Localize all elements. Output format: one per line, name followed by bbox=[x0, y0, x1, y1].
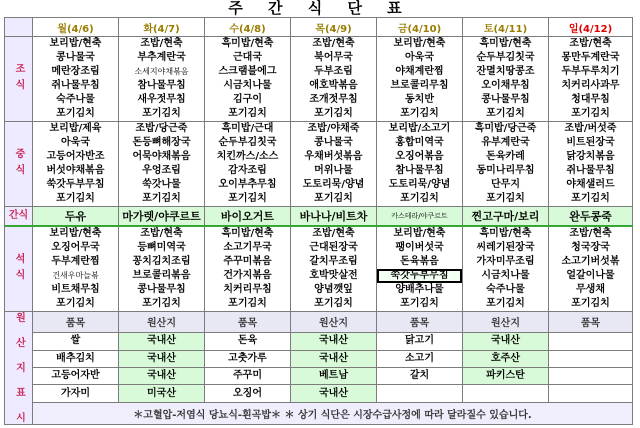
menu-item: 소세지야채볶음 bbox=[134, 67, 189, 76]
menu-item: 양념깻잎 bbox=[314, 283, 353, 295]
menu-item: 오이부추무침 bbox=[218, 179, 277, 190]
menu-item: 건가지볶음 bbox=[223, 269, 272, 281]
origin-item: 돈육 bbox=[205, 333, 291, 350]
origin-country: 국내산 bbox=[119, 367, 205, 384]
menu-item: 흑미밥/당근죽 bbox=[474, 123, 537, 134]
origin-country: 국내산 bbox=[119, 350, 205, 367]
breakfast-day-6 bbox=[549, 37, 633, 122]
menu-item: 조개젓무침 bbox=[309, 94, 358, 105]
breakfast-day-4 bbox=[377, 37, 463, 122]
day-header-5: 토(4/11) bbox=[463, 18, 549, 37]
menu-item: 도토리묵/양념 bbox=[388, 179, 451, 190]
lunch-day-2 bbox=[205, 122, 291, 207]
menu-item: 브로콜리무침 bbox=[390, 80, 449, 91]
menu-item: 숙주나물 bbox=[486, 283, 525, 295]
origin-item bbox=[377, 385, 463, 402]
origin-header-1: 원산지 bbox=[119, 311, 205, 333]
menu-item: 참나물무침 bbox=[137, 80, 186, 91]
menu-item: 포기김치 bbox=[228, 108, 267, 119]
menu-item: 소고기버섯볶 bbox=[561, 255, 620, 267]
day-header-6: 일(4/12) bbox=[549, 18, 633, 37]
origin-country: 국내산 bbox=[291, 350, 377, 367]
menu-item: 시금치나물 bbox=[481, 269, 530, 281]
origin-country: 국내산 bbox=[463, 333, 549, 350]
origin-row bbox=[5, 350, 633, 367]
day-header-0: 월(4/6) bbox=[33, 18, 119, 37]
menu-item: 돈육카레 bbox=[486, 151, 525, 162]
menu-item: 주꾸미볶음 bbox=[223, 255, 272, 267]
origin-item: 배추김치 bbox=[33, 350, 119, 367]
menu-item: 두부두루치기 bbox=[561, 66, 620, 77]
origin-item bbox=[549, 333, 633, 350]
menu-item: 두부계란찜 bbox=[51, 255, 100, 267]
snack-day-1: 마가렛/야쿠르트 bbox=[119, 207, 205, 226]
day-header-1: 화(4/7) bbox=[119, 18, 205, 37]
day-header-3: 목(4/9) bbox=[291, 18, 377, 37]
snack-day-3: 바나나/비트차 bbox=[291, 207, 377, 226]
menu-item: 어묵야채볶음 bbox=[132, 151, 191, 162]
origin-item: 가자미 bbox=[33, 385, 119, 402]
menu-item: 우채버섯볶음 bbox=[304, 151, 363, 162]
lunch-day-3 bbox=[291, 122, 377, 207]
menu-item: 버섯야채볶음 bbox=[46, 165, 105, 176]
menu-item: 참나물무침 bbox=[395, 165, 444, 176]
menu-item: 오징어볶음 bbox=[395, 151, 444, 162]
menu-item: 팽이버섯국 bbox=[395, 241, 444, 253]
menu-item: 새우젓무침 bbox=[137, 94, 186, 105]
menu-item: 브로콜리볶음 bbox=[132, 269, 191, 281]
menu-item: 건새우마늘볶 bbox=[52, 270, 99, 280]
menu-item: 치커리무침 bbox=[223, 283, 272, 295]
menu-item: 포기김치 bbox=[314, 108, 353, 119]
menu-item: 흑미밥/근대 bbox=[221, 123, 274, 134]
menu-item: 비트된장국 bbox=[566, 137, 615, 148]
origin-item: 주꾸미 bbox=[205, 367, 291, 384]
menu-item: 쥐나물무침 bbox=[566, 165, 615, 176]
page-title: 주 간 식 단 표 bbox=[228, 0, 412, 17]
origin-country: 미국산 bbox=[119, 385, 205, 402]
menu-item: 숙주나물 bbox=[56, 94, 95, 105]
menu-item: 포기김치 bbox=[314, 193, 353, 204]
menu-item: 포기김치 bbox=[56, 108, 95, 119]
breakfast-day-3 bbox=[291, 37, 377, 122]
origin-item: 소고기 bbox=[377, 350, 463, 367]
menu-item: 몽만두계란국 bbox=[561, 52, 620, 63]
menu-item: 보리밥/현축 bbox=[49, 38, 102, 49]
origin-row bbox=[5, 333, 633, 350]
menu-item: 보리밥/현축 bbox=[393, 38, 446, 49]
menu-item: 유부계란국 bbox=[481, 137, 530, 148]
menu-item: 포기김치 bbox=[142, 193, 181, 204]
menu-item: 포기김치 bbox=[400, 193, 439, 204]
menu-item: 호박맛살전 bbox=[309, 269, 358, 281]
menu-item: 보리밥/현축 bbox=[49, 227, 102, 239]
origin-item bbox=[549, 367, 633, 384]
snack-day-0: 두유 bbox=[33, 207, 119, 226]
origin-item: 갈치 bbox=[377, 367, 463, 384]
menu-item: 조밥/현축 bbox=[569, 227, 612, 239]
menu-item: 청대무침 bbox=[571, 94, 610, 105]
menu-item: 포기김치 bbox=[486, 193, 525, 204]
header-corner bbox=[5, 18, 33, 37]
menu-item: 비트채무침 bbox=[51, 283, 100, 295]
dinner-day-0 bbox=[33, 226, 119, 312]
menu-item: 고등어자반조 bbox=[46, 151, 105, 162]
origin-country: 호주산 bbox=[463, 350, 549, 367]
menu-item: 도토리묵/양념 bbox=[302, 179, 365, 190]
menu-item: 콩나물무침 bbox=[481, 94, 530, 105]
menu-item: 두부조림 bbox=[314, 66, 353, 77]
origin-header-row bbox=[5, 311, 633, 333]
dinner-label: 석식 bbox=[5, 226, 33, 312]
origin-country: 국내산 bbox=[291, 385, 377, 402]
origin-header-5: 원산지 bbox=[463, 311, 549, 333]
menu-item: 씨레기된장국 bbox=[476, 241, 535, 253]
menu-item: 등뼈미역국 bbox=[137, 241, 186, 253]
menu-item: 보리밥/소고기 bbox=[388, 123, 451, 134]
menu-item: 아욱국 bbox=[405, 52, 434, 63]
origin-country bbox=[463, 385, 549, 402]
menu-item: 야채계란찜 bbox=[395, 66, 444, 77]
day-header-4: 금(4/10) bbox=[377, 18, 463, 37]
menu-item: 콩나물국 bbox=[56, 52, 95, 63]
menu-item: 치킨까스/소스 bbox=[216, 151, 279, 162]
menu-item: 조밥/야채죽 bbox=[307, 123, 360, 134]
origin-header-2: 품목 bbox=[205, 311, 291, 333]
dinner-day-1 bbox=[119, 226, 205, 312]
menu-item: 야채샐러드 bbox=[566, 179, 615, 190]
menu-item: 쑥갓나물 bbox=[142, 179, 181, 190]
menu-item: 조밥/현축 bbox=[569, 38, 612, 49]
origin-row bbox=[5, 367, 633, 384]
menu-item: 청국장국 bbox=[571, 241, 610, 253]
menu-item: 아욱국 bbox=[61, 137, 90, 148]
menu-item: 돈육볶음 bbox=[400, 255, 439, 267]
breakfast-day-1 bbox=[119, 37, 205, 122]
menu-item: 동미나리무침 bbox=[476, 165, 535, 176]
origin-header-4: 품목 bbox=[377, 311, 463, 333]
menu-item: 김구이 bbox=[233, 94, 262, 105]
origin-country: 국내산 bbox=[291, 333, 377, 350]
menu-item: 조밥/당근죽 bbox=[135, 123, 188, 134]
menu-item: 단무지 bbox=[491, 179, 520, 190]
origin-item: 닭고기 bbox=[377, 333, 463, 350]
menu-item: 갈치무조림 bbox=[309, 255, 358, 267]
origin-item bbox=[549, 350, 633, 367]
menu-item: 조밥/버섯죽 bbox=[564, 123, 617, 134]
menu-item: 순두부김칫국 bbox=[476, 52, 535, 63]
origin-country: 국내산 bbox=[119, 333, 205, 350]
menu-item: 포기김치 bbox=[486, 297, 525, 309]
menu-item: 포기김치 bbox=[571, 193, 610, 204]
snack-day-2: 바이오거트 bbox=[205, 207, 291, 226]
menu-item: 애호박볶음 bbox=[309, 80, 358, 91]
menu-item: 조밥/현축 bbox=[312, 227, 355, 239]
origin-country: 베트남 bbox=[291, 367, 377, 384]
menu-item: 근대국 bbox=[233, 52, 262, 63]
menu-item: 무생채 bbox=[576, 283, 605, 295]
menu-item: 얼갈이나물 bbox=[566, 269, 615, 281]
origin-row bbox=[5, 385, 633, 402]
breakfast-row bbox=[5, 37, 633, 122]
breakfast-day-5 bbox=[463, 37, 549, 122]
dinner-day-5 bbox=[463, 226, 549, 312]
day-header-2: 수(4/8) bbox=[205, 18, 291, 37]
lunch-day-4 bbox=[377, 122, 463, 207]
menu-item: 포기김치 bbox=[400, 297, 439, 309]
snack-day-6: 완두콩죽 bbox=[549, 207, 633, 226]
menu-item: 포기김치 bbox=[228, 297, 267, 309]
lunch-day-0 bbox=[33, 122, 119, 207]
menu-item: 잔멸치땅콩조 bbox=[476, 66, 535, 77]
menu-item: 포기김치 bbox=[228, 193, 267, 204]
menu-item: 북어무국 bbox=[314, 52, 353, 63]
dinner-day-2 bbox=[205, 226, 291, 312]
menu-item: 동치반 bbox=[405, 94, 434, 105]
origin-item: 오징어 bbox=[205, 385, 291, 402]
dinner-day-3 bbox=[291, 226, 377, 312]
menu-item: 쑥갓두부무침 bbox=[46, 179, 105, 190]
dinner-day-4 bbox=[377, 226, 463, 312]
menu-item: 포기김치 bbox=[56, 193, 95, 204]
menu-item: 포기김치 bbox=[142, 297, 181, 309]
menu-item[interactable]: 쑥갓두부무침 bbox=[377, 269, 462, 283]
origin-item: 쌀 bbox=[33, 333, 119, 350]
menu-item: 순두부김칫국 bbox=[218, 137, 277, 148]
menu-item: 우엉조림 bbox=[142, 165, 181, 176]
origin-label: 원 산 지 표 시 bbox=[5, 311, 33, 424]
origin-header-6: 품목 bbox=[549, 311, 633, 333]
lunch-day-6 bbox=[549, 122, 633, 207]
snack-row bbox=[5, 207, 633, 226]
menu-item: 감자조림 bbox=[228, 165, 267, 176]
origin-note-row bbox=[5, 402, 633, 424]
menu-item: 조밥/현축 bbox=[140, 38, 183, 49]
menu-item: 머위나물 bbox=[314, 165, 353, 176]
menu-item: 근대된장국 bbox=[309, 241, 358, 253]
origin-item bbox=[549, 385, 633, 402]
origin-country: 파키스탄 bbox=[463, 367, 549, 384]
menu-item: 오이채무침 bbox=[481, 80, 530, 91]
origin-header-3: 원산지 bbox=[291, 311, 377, 333]
menu-item: 콩나물국 bbox=[314, 137, 353, 148]
day-header-row bbox=[5, 18, 633, 37]
menu-item: 치커리사과무 bbox=[561, 80, 620, 91]
dinner-day-6 bbox=[549, 226, 633, 312]
origin-item: 고등어자반 bbox=[33, 367, 119, 384]
menu-item: 쥐나물무침 bbox=[51, 80, 100, 91]
menu-item: 콩나물무침 bbox=[137, 283, 186, 295]
menu-item: 스크램블에그 bbox=[218, 66, 277, 77]
menu-item: 포기김치 bbox=[142, 108, 181, 119]
snack-label: 간식 bbox=[5, 207, 33, 226]
menu-item: 메란장조림 bbox=[51, 66, 100, 77]
menu-item: 포기김치 bbox=[571, 108, 610, 119]
dinner-row bbox=[5, 226, 633, 312]
origin-item: 고춧가루 bbox=[205, 350, 291, 367]
menu-item: 보리밥/현축 bbox=[393, 227, 446, 239]
menu-item: 포기김치 bbox=[314, 297, 353, 309]
menu-item: 닭강치볶음 bbox=[566, 151, 615, 162]
menu-item: 조밥/현축 bbox=[312, 38, 355, 49]
snack-day-4: 카스테라/야쿠르트 bbox=[377, 207, 463, 226]
menu-item: 흑미밥/현축 bbox=[479, 38, 532, 49]
snack-day-5: 찐고구마/보리 bbox=[463, 207, 549, 226]
lunch-label: 중식 bbox=[5, 122, 33, 207]
breakfast-label: 조식 bbox=[5, 37, 33, 122]
menu-item: 홍합미역국 bbox=[395, 137, 444, 148]
menu-item: 가자미무조림 bbox=[476, 255, 535, 267]
menu-item: 조밥/현축 bbox=[140, 227, 183, 239]
menu-item: 돈등뼈해장국 bbox=[132, 137, 191, 148]
menu-item: 포기김치 bbox=[400, 108, 439, 119]
menu-item: 포기김치 bbox=[56, 297, 95, 309]
menu-item: 소고기무국 bbox=[223, 241, 272, 253]
lunch-day-5 bbox=[463, 122, 549, 207]
menu-item: 부추계란국 bbox=[137, 52, 186, 63]
menu-item: 포기김치 bbox=[571, 297, 610, 309]
origin-header-0: 품목 bbox=[33, 311, 119, 333]
menu-item: 오징어무국 bbox=[51, 241, 100, 253]
menu-item: 시금치나물 bbox=[223, 80, 272, 91]
menu-item: 보리밥/제육 bbox=[49, 123, 102, 134]
breakfast-day-2 bbox=[205, 37, 291, 122]
menu-note: ＊고혈압-저염식 당뇨식-흰곡밥＊ ＊ 상기 식단은 시장수급사정에 따라 달라질수 있습니다. bbox=[33, 402, 633, 424]
lunch-day-1 bbox=[119, 122, 205, 207]
menu-item: 흑미밥/현축 bbox=[221, 38, 274, 49]
menu-item: 꽁치김치조림 bbox=[132, 255, 191, 267]
menu-item: 양배추나물 bbox=[395, 283, 444, 295]
menu-item: 흑미밥/현축 bbox=[479, 227, 532, 239]
menu-item: 포기김치 bbox=[486, 108, 525, 119]
breakfast-day-0 bbox=[33, 37, 119, 122]
weekly-menu-table bbox=[4, 17, 633, 425]
menu-item: 흑미밥/현축 bbox=[221, 227, 274, 239]
lunch-row bbox=[5, 122, 633, 207]
